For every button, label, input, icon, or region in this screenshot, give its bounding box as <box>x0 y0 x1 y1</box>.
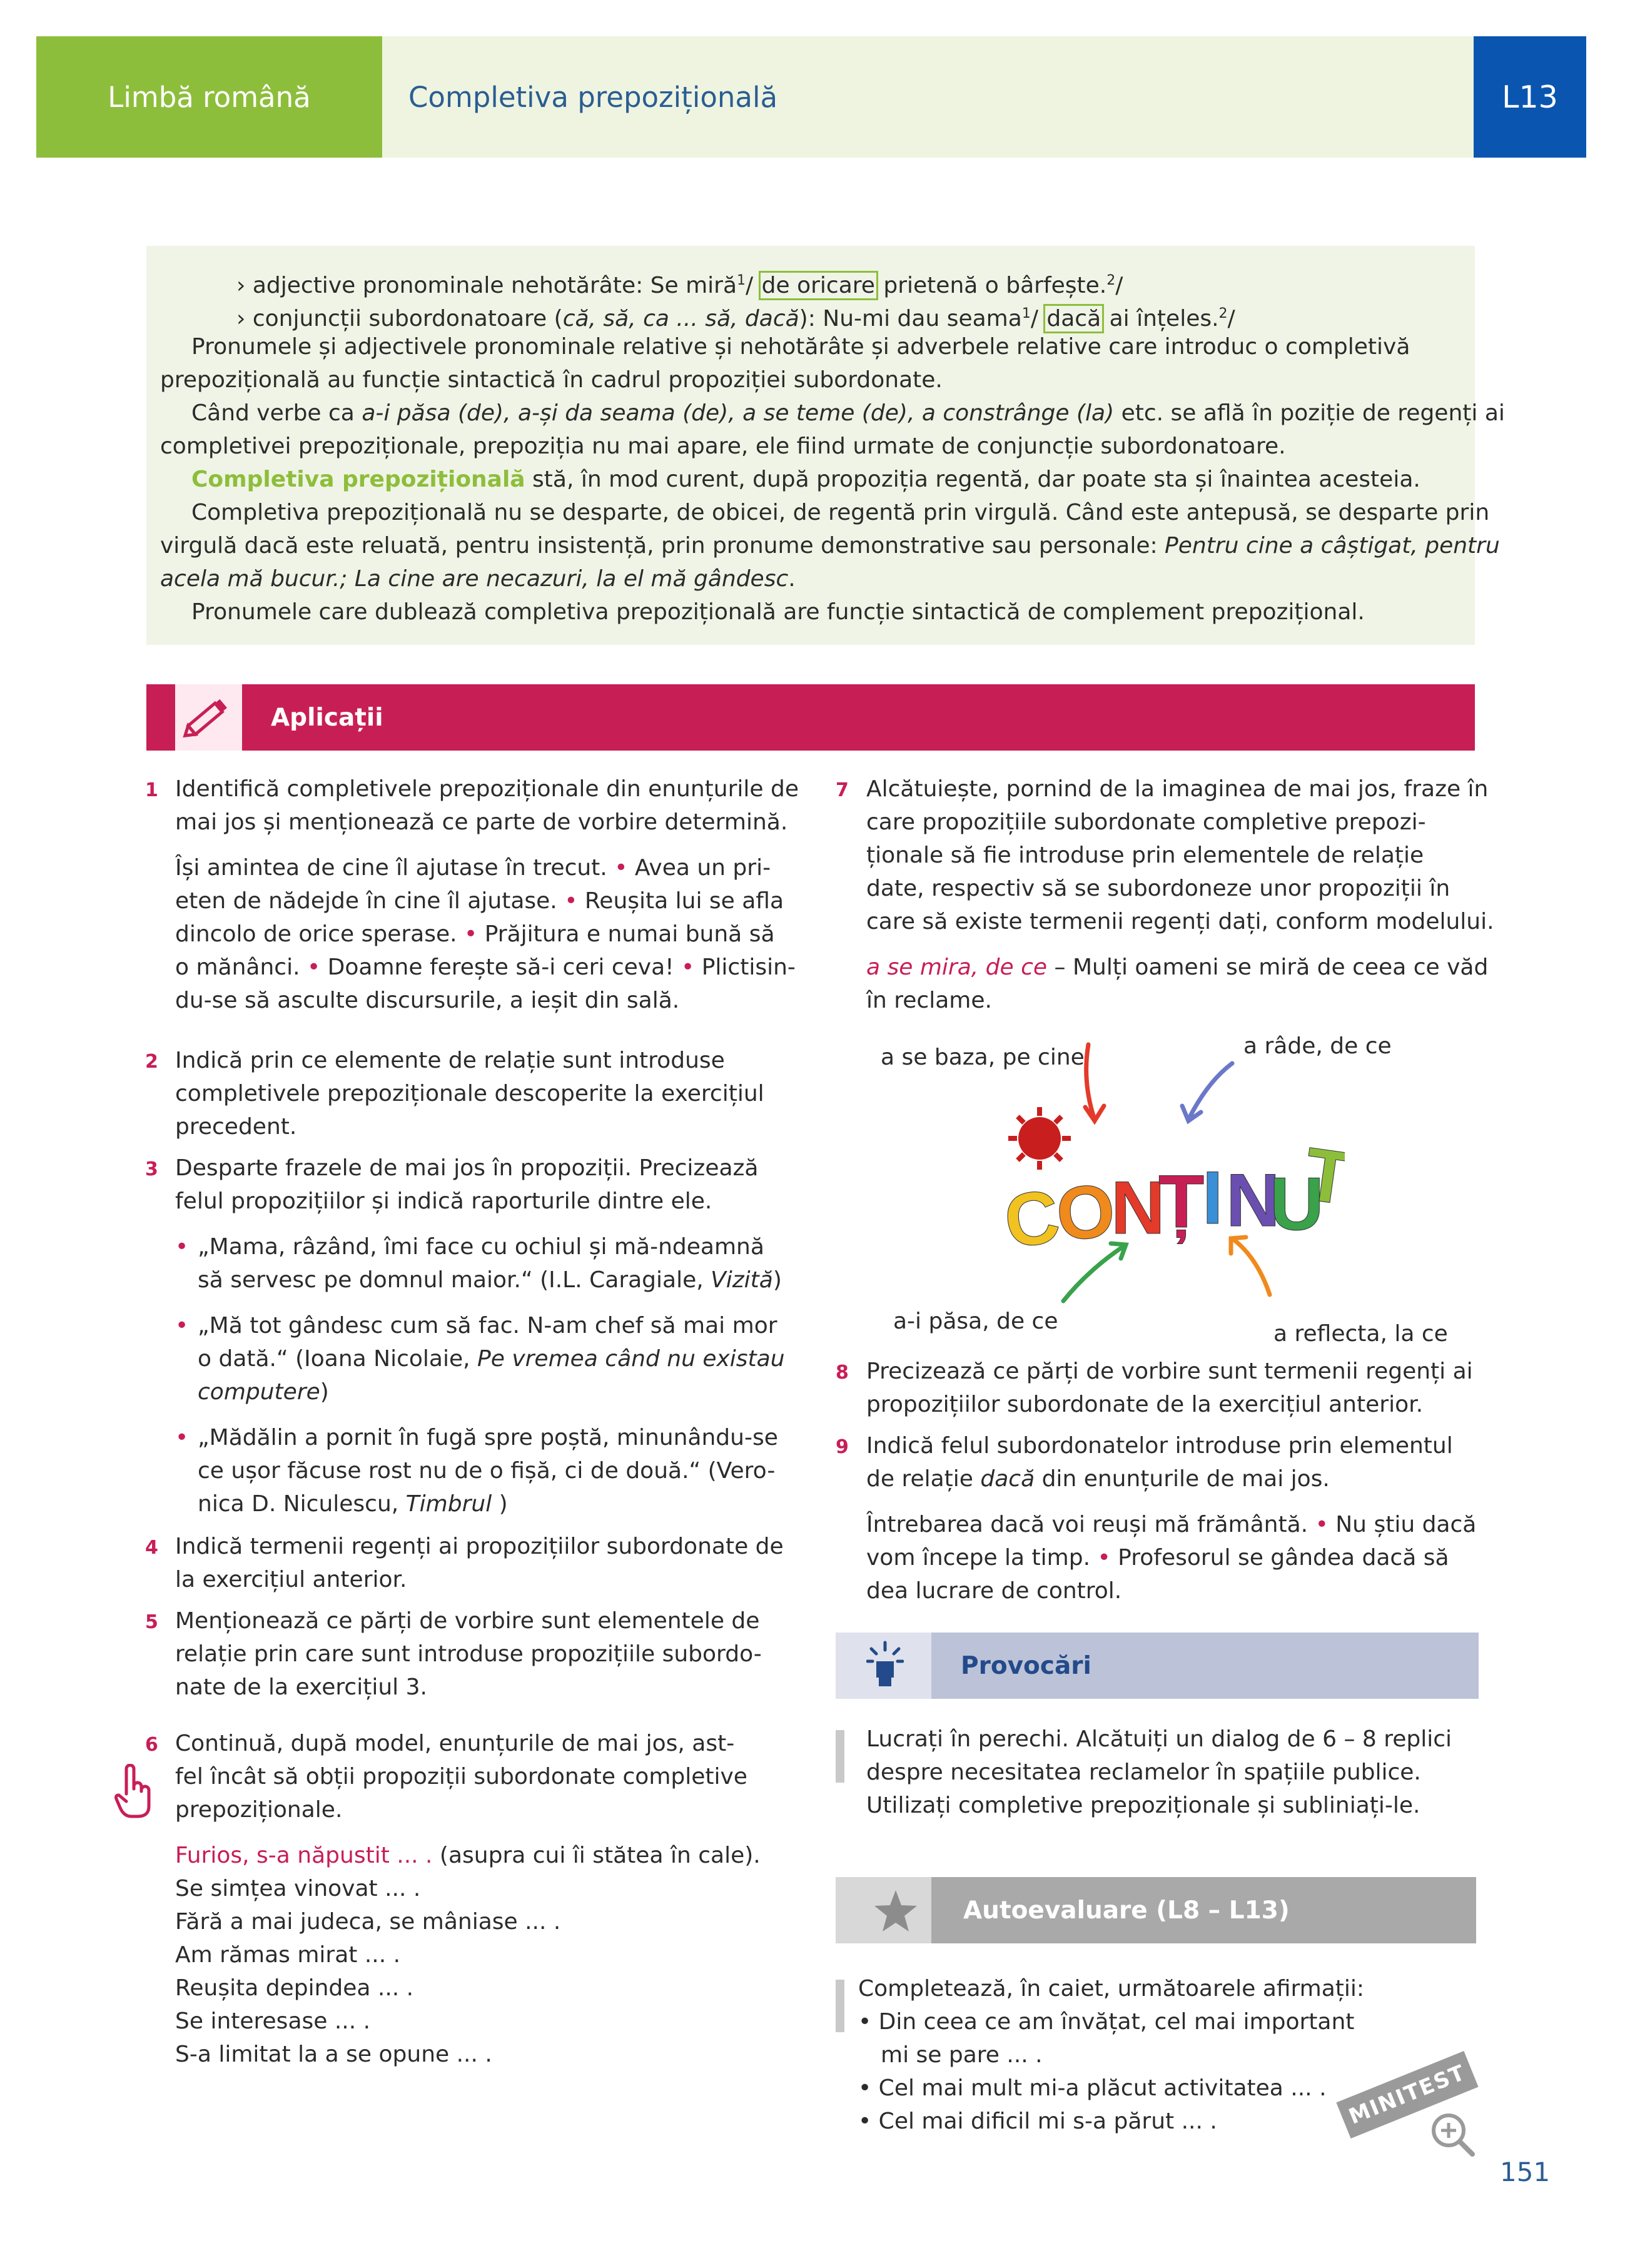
autoevaluare-item: • Din ceea ce am învățat, cel mai important <box>858 2009 1355 2035</box>
exercise-text: propozițiilor subordonate de la exercițiul anterior. <box>866 1392 1424 1417</box>
exercise-text: nate de la exercițiul 3. <box>175 1674 427 1700</box>
exercise-text: care să existe termenii regenți dați, conform modelului. <box>866 909 1494 934</box>
exercise-text: de relație dacă din enunțurile de mai jos. <box>866 1466 1330 1492</box>
image-label: a se baza, pe cine <box>881 1045 1085 1070</box>
theory-line: virgulă dacă este reluată, pentru insistență, prin pronume demonstrative sau personale: Pentru cine a câștigat, pentru <box>160 533 1500 559</box>
quote-text: computere) <box>198 1379 329 1405</box>
aplicatii-stripe <box>146 684 175 751</box>
exercise-number: 5 <box>145 1611 158 1633</box>
model-sentence: a se mira, de ce – Mulți oameni se miră de ceea ce văd <box>866 954 1489 980</box>
boxed-term: de oricare <box>761 273 875 298</box>
quote-text: „Mă tot gândesc cum să fac. N-am chef să mai mor <box>198 1313 777 1339</box>
exercise-number: 1 <box>145 779 158 801</box>
exercise-sentence: dincolo de orice sperase. • Prăjitura e numai bună să <box>175 921 775 947</box>
exercise-text: felul propozițiilor și indică raporturile dintre ele. <box>175 1188 712 1214</box>
minitest-badge[interactable]: MINITEST <box>1336 2051 1478 2139</box>
image-label: a reflecta, la ce <box>1273 1321 1448 1347</box>
theory-line: completivei prepoziționale, prepoziția nu mai apare, ele fiind urmate de conjuncție subordonatoare. <box>160 433 1286 459</box>
theory-box <box>146 246 1505 645</box>
exercise-text: mai jos și menționează ce parte de vorbire determină. <box>175 809 788 835</box>
provocari-text: Utilizați completive prepoziționale și subliniați-le. <box>866 1793 1420 1818</box>
exercise-number: 4 <box>145 1537 158 1559</box>
exercise-text: Identifică completivele prepoziționale din enunțurile de <box>175 776 799 802</box>
exercise-text: Alcătuiește, pornind de la imaginea de mai jos, fraze în <box>866 776 1489 802</box>
quote-text: nica D. Niculescu, Timbrul ) <box>198 1491 508 1517</box>
model-sentence: Furios, s-a năpustit ... . (asupra cui îi stătea în cale). <box>175 1843 761 1868</box>
exercise-text: Desparte frazele de mai jos în propoziții. Precizează <box>175 1155 759 1181</box>
completion-item: Fără a mai judeca, se mâniase ... . <box>175 1909 561 1935</box>
exercise-text: ționale să fie introduse prin elementele de relație <box>866 843 1424 868</box>
theory-line: acela mă bucur.; La cine are necazuri, la el mă gândesc. <box>160 566 796 592</box>
exercise-number: 9 <box>836 1436 849 1458</box>
quote-text: „Mădălin a pornit în fugă spre poștă, minunându-se <box>198 1425 778 1450</box>
exercise-text: precedent. <box>175 1114 297 1140</box>
star-icon <box>873 1889 918 1933</box>
autoevaluare-item: mi se pare ... . <box>881 2042 1043 2068</box>
hand-pointer-icon <box>113 1764 158 1820</box>
side-rule <box>836 1730 844 1783</box>
theory-line: Când verbe ca a-i păsa (de), a-și da seama (de), a se teme (de), a constrânge (la) etc. se află în poziție de regenți ai <box>191 400 1505 426</box>
virus-icon <box>1008 1107 1071 1170</box>
pencil-icon <box>179 693 235 743</box>
lesson-title: Completiva prepozițională <box>382 36 1474 158</box>
exercise-text: date, respectiv să se subordoneze unor propoziții în <box>866 876 1450 901</box>
exercise-text: prepoziționale. <box>175 1797 343 1823</box>
exercise-text: completivele prepoziționale descoperite la exercițiul <box>175 1081 764 1106</box>
exercise-text: Indică prin ce elemente de relație sunt introduse <box>175 1048 725 1073</box>
exercise-number: 6 <box>145 1734 158 1756</box>
exercise-sentence: du-se să asculte discursurile, a ieșit din sală. <box>175 988 680 1013</box>
exercise-sentence: Întrebarea dacă voi reuși mă frământă. • Nu știu dacă <box>866 1512 1477 1537</box>
exercise-text: Indică felul subordonatelor introduse prin elementul <box>866 1433 1453 1459</box>
svg-text:T: T <box>1299 1131 1345 1222</box>
lesson-code: L13 <box>1474 36 1586 158</box>
exercise-text: fel încât să obții propoziții subordonate completive <box>175 1764 747 1790</box>
theory-line: Pronumele care dublează completiva prepozițională are funcție sintactică de complement prepozițional. <box>191 599 1365 625</box>
image-label: a-i păsa, de ce <box>893 1309 1058 1334</box>
exercise-sentence: o mănânci. • Doamne ferește să-i ceri ceva! • Plictisin- <box>175 954 796 980</box>
exercise-sentence: eten de nădejde în cine îl ajutase. • Reușita lui se afla <box>175 888 784 914</box>
autoevaluare-intro: Completează, în caiet, următoarele afirmații: <box>858 1976 1365 2002</box>
exercise-number: 8 <box>836 1362 849 1384</box>
model-sentence: în reclame. <box>866 988 992 1013</box>
exercise-text: relație prin care sunt introduse propozițiile subordo- <box>175 1641 762 1667</box>
exercise-number: 2 <box>145 1051 158 1073</box>
quote-text: ce ușor făcuse rost nu de o fișă, ci de două.“ (Vero- <box>198 1458 776 1484</box>
svg-text:I: I <box>1202 1156 1223 1240</box>
theory-line: prepozițională au funcție sintactică în cadrul propoziției subordonate. <box>160 367 943 393</box>
theory-line: Completiva prepozițională nu se desparte, de obicei, de regentă prin virgulă. Când este antepusă, se desparte prin <box>191 500 1490 525</box>
quote-text: o dată.“ (Ioana Nicolaie, Pe vremea când nu existau <box>198 1346 785 1372</box>
svg-text:C: C <box>999 1173 1065 1265</box>
completion-item: Am rămas mirat ... . <box>175 1942 401 1968</box>
quote-bullet: • <box>175 1313 189 1339</box>
provocari-title: Provocări <box>961 1651 1091 1680</box>
quote-text: să servesc pe domnul maior.“ (I.L. Caragiale, Vizită) <box>198 1267 782 1293</box>
lightbulb-icon <box>866 1640 904 1693</box>
theory-line: › adjective pronominale nehotărâte: Se miră$^1$/ de oricare prietenă o bârfește.$^2$/ <box>236 273 1123 298</box>
provocari-text: Lucrați în perechi. Alcătuiți un dialog de 6 – 8 replici <box>866 1726 1452 1752</box>
svg-text:N: N <box>1226 1158 1280 1242</box>
svg-text:U: U <box>1270 1162 1324 1246</box>
exercise-sentence: dea lucrare de control. <box>866 1578 1122 1604</box>
page-number: 151 <box>1500 2157 1551 2187</box>
completion-item: Se interesase ... . <box>175 2008 371 2034</box>
theory-line: › conjuncții subordonatoare (că, să, ca ... să, dacă): Nu-mi dau seama$^1$/ dacă ai înțeles.$^2$/ <box>236 306 1235 332</box>
exercise-number: 7 <box>836 779 849 801</box>
aplicatii-header: Aplicații <box>242 684 1475 751</box>
exercise-text: Precizează ce părți de vorbire sunt termenii regenți ai <box>866 1359 1473 1384</box>
exercise-text: Indică termenii regenți ai propozițiilor subordonate de <box>175 1534 784 1559</box>
quote-bullet: • <box>175 1234 189 1260</box>
subject-label: Limbă română <box>36 36 382 158</box>
exercise-number: 3 <box>145 1158 158 1180</box>
svg-text:Ț: Ț <box>1158 1160 1205 1243</box>
exercise-text: care propozițiile subordonate completive prepozi- <box>866 809 1426 835</box>
exercise-text: Menționează ce părți de vorbire sunt elementele de <box>175 1608 760 1634</box>
exercise-sentence: vom începe la timp. • Profesorul se gândea dacă să <box>866 1545 1449 1571</box>
completion-item: S-a limitat la a se opune ... . <box>175 2042 492 2067</box>
continut-illustration <box>995 1038 1345 1314</box>
exercise-sentence: Își amintea de cine îl ajutase în trecut. • Avea un pri- <box>175 855 771 881</box>
exercise-text: la exercițiul anterior. <box>175 1567 407 1592</box>
svg-text:O: O <box>1053 1168 1119 1257</box>
provocari-header-bar <box>836 1633 1479 1699</box>
side-rule <box>836 1980 844 2032</box>
completion-item: Se simțea vinovat ... . <box>175 1876 421 1901</box>
boxed-term: dacă <box>1046 306 1101 332</box>
exercise-text: Continuă, după model, enunțurile de mai jos, ast- <box>175 1731 735 1756</box>
autoevaluare-title: Autoevaluare (L8 – L13) <box>963 1896 1290 1925</box>
svg-text:N: N <box>1111 1166 1165 1250</box>
image-label: a râde, de ce <box>1243 1033 1392 1059</box>
completion-item: Reușita depindea ... . <box>175 1975 414 2001</box>
quote-text: „Mama, râzând, îmi face cu ochiul și mă-ndeamnă <box>198 1234 764 1260</box>
zoom-in-icon[interactable] <box>1430 2112 1475 2157</box>
quote-bullet: • <box>175 1425 189 1450</box>
theory-line: Pronumele și adjectivele pronominale relative și nehotărâte și adverbele relative care introduc o completivă <box>191 334 1410 360</box>
provocari-text: despre necesitatea reclamelor în spațiile publice. <box>866 1759 1421 1785</box>
autoevaluare-item: • Cel mai mult mi-a plăcut activitatea ... . <box>858 2075 1327 2101</box>
theory-line: Completiva prepozițională stă, în mod curent, după propoziția regentă, dar poate sta și înaintea acesteia. <box>191 467 1420 492</box>
autoevaluare-item: • Cel mai dificil mi s-a părut ... . <box>858 2109 1217 2134</box>
